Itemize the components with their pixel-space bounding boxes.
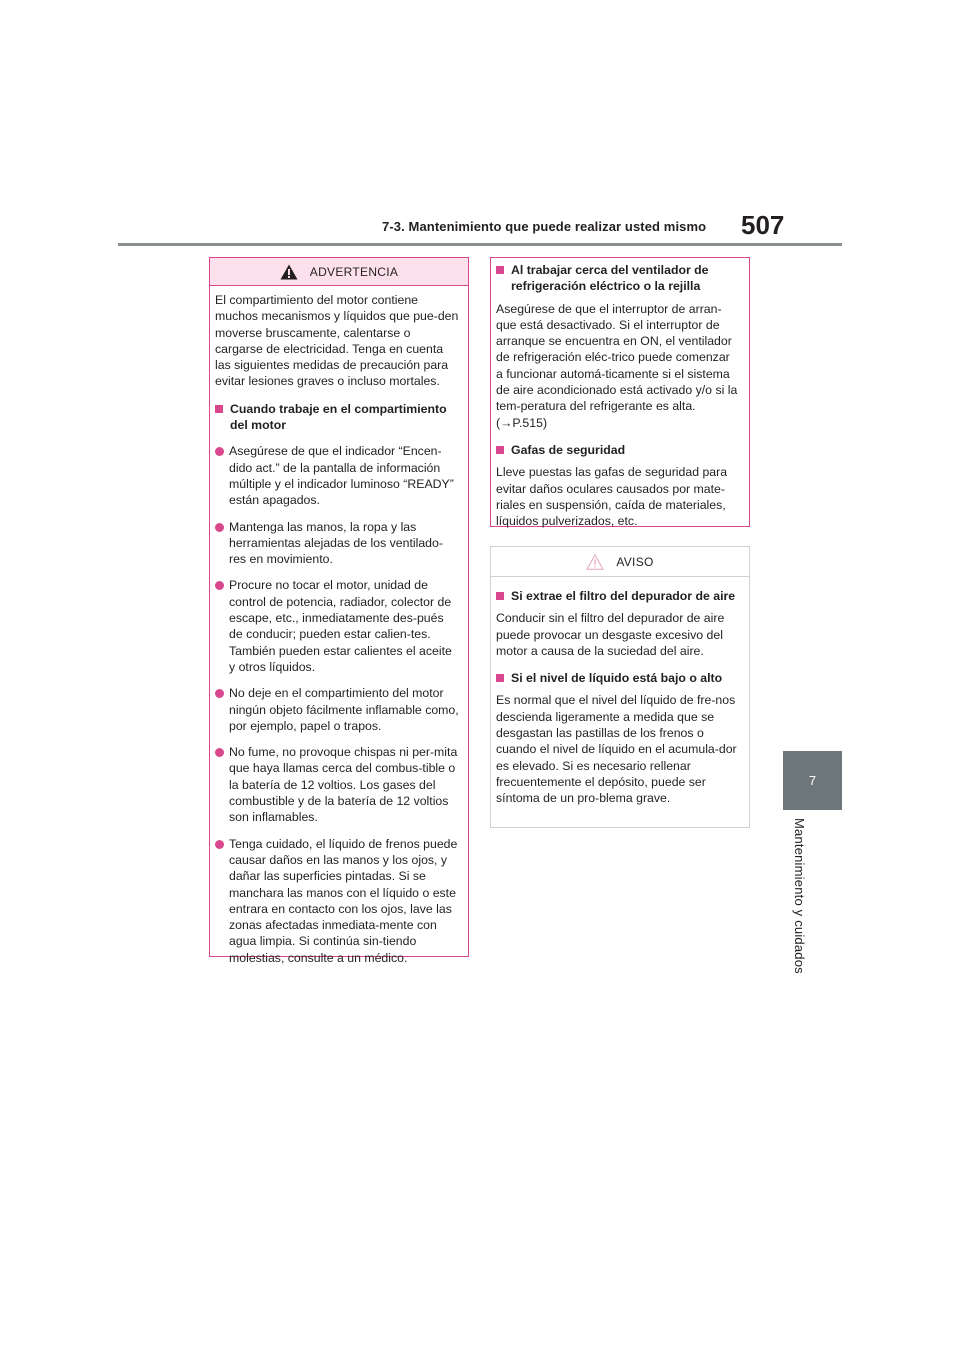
warning-box-title: ADVERTENCIA [309, 264, 399, 279]
list-item: Tenga cuidado, el líquido de frenos puede causar daños en las manos y los ojos, y dañar las superficies pintadas. Si se manchara las manos con el líquido o este entrara en contacto con los ojos, lave las zonas afectadas inmediata-mente con agua limpia. Si continúa sin-tiendo molestias, consulte a un médico. [215, 836, 459, 966]
bullet-dot-icon [215, 581, 224, 590]
warning-section-heading: Gafas de seguridad [496, 442, 740, 458]
bullet-dot-icon [215, 523, 224, 532]
bullet-dot-icon [215, 748, 224, 757]
chapter-side-label: Mantenimiento y cuidados [792, 818, 807, 974]
notice-section-text: Es normal que el nivel del líquido de fre-nos descienda ligeramente a medida que se desgastan las pastillas de los frenos o cuando el nivel de líquido en el acumula-dor es elevado. Si es necesario rellenar frecuentemente el depósito, puede ser síntoma de un pro-blema grave. [496, 693, 737, 806]
square-marker-icon [496, 446, 504, 454]
notice-box-title: AVISO [616, 554, 654, 569]
bullet-dot-icon [215, 840, 224, 849]
list-item: No deje en el compartimiento del motor ningún objeto fácilmente inflamable como, por ejemplo, papel o trapos. [215, 685, 459, 734]
notice-section-heading: Si el nivel de líquido está bajo o alto [496, 670, 740, 686]
square-marker-icon [496, 592, 504, 600]
list-item: Mantenga las manos, la ropa y las herramientas alejadas de los ventilado-res en movimiento. [215, 519, 459, 568]
warning-section-text: Asegúrese de que el interruptor de arran-que está desactivado. Si el interruptor de arranque se encuentra en ON, el ventilador de refrigeración eléc-trico puede comenzar a funcionar automá-ticamente si el sistema de aire acondicionado está activado y/o si la tem-peratura del refrigerante es alta. (→P.515) [496, 301, 738, 430]
caution-triangle-icon [586, 554, 604, 570]
warning-triangle-icon [280, 264, 298, 280]
warning-intro: El compartimiento del motor contiene muchos mecanismos y líquidos que pue-den moverse bruscamente, calentarse o cargarse de electricidad. Tenga en cuenta las siguientes medidas de precaución para evitar lesiones graves o incluso mortales. [215, 293, 459, 389]
square-marker-icon [496, 266, 504, 274]
bullet-dot-icon [215, 689, 224, 698]
notice-section-text: Conducir sin el filtro del depurador de aire puede provocar un desgaste excesivo del motor a causa de la suciedad del aire. [496, 611, 725, 658]
square-marker-icon [215, 405, 223, 413]
warning-section-text: Lleve puestas las gafas de seguridad para evitar daños oculares causados por mate-riales en suspensión, caída de materiales, líquidos pulverizados, etc. [496, 465, 728, 529]
warning-section-heading: Cuando trabaje en el compartimiento del motor [215, 401, 459, 434]
page-number: 507 [741, 210, 785, 240]
section-header-title: 7-3. Mantenimiento que puede realizar usted mismo [382, 219, 707, 234]
header-rule [118, 243, 842, 246]
list-item: Asegúrese de que el indicador “Encen-dido act.” de la pantalla de información múltiple y el indicador luminoso “READY” están apagados. [215, 443, 459, 508]
warning-section-heading: Al trabajar cerca del ventilador de refrigeración eléctrico o la rejilla [496, 262, 740, 295]
chapter-tab: 7 [783, 751, 842, 810]
notice-box [490, 546, 750, 828]
warning-box-header [210, 258, 468, 286]
list-item: No fume, no provoque chispas ni per-mita que haya llamas cerca del combus-tible o la batería de 12 voltios. Los gases del combustible y de la batería de 12 voltios son inflamables. [215, 744, 459, 825]
notice-box-header [491, 547, 749, 577]
square-marker-icon [496, 674, 504, 682]
warning-box-continued [490, 257, 750, 527]
bullet-dot-icon [215, 447, 224, 456]
list-item: Procure no tocar el motor, unidad de control de potencia, radiador, colector de escape, etc., inmediatamente des-pués de conducir; pueden estar calien-tes. También pueden estar calientes el aceite y otros líquidos. [215, 577, 459, 675]
notice-section-heading: Si extrae el filtro del depurador de aire [496, 588, 740, 604]
warning-box [209, 257, 469, 965]
